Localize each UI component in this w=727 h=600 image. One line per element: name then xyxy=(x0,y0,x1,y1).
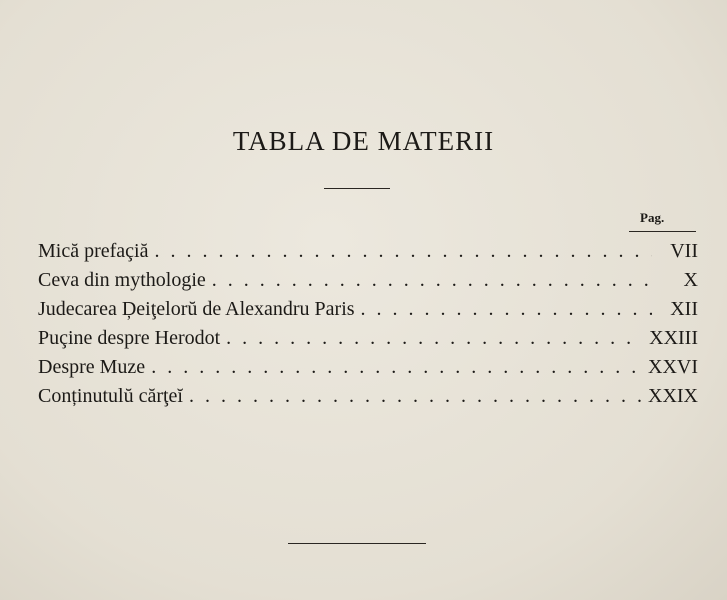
toc-entry-page: XXIII xyxy=(649,327,698,349)
dot-leader xyxy=(154,240,652,263)
toc-entry-page: X xyxy=(683,269,698,291)
toc-entry xyxy=(38,385,698,414)
toc-entry-title: Puçine despre Herodot xyxy=(38,327,221,349)
toc-entry-title: Mică prefaçiă xyxy=(38,240,149,262)
dot-leader xyxy=(226,327,643,350)
dot-leader xyxy=(212,269,652,292)
toc-entry-page: XXIX xyxy=(648,385,698,407)
page-column-divider xyxy=(629,231,696,232)
bottom-divider xyxy=(288,543,426,544)
toc-entry-page: VII xyxy=(670,240,698,262)
title-divider xyxy=(324,188,390,189)
toc-entry-title: Despre Muze xyxy=(38,356,146,378)
toc-entry xyxy=(38,356,698,385)
dot-leader xyxy=(361,298,652,321)
toc-entry xyxy=(38,240,698,269)
toc-entry-page: XII xyxy=(670,298,698,320)
table-of-contents xyxy=(38,240,698,414)
page-column-label: Pag. xyxy=(640,210,665,225)
page-title: TABLA DE MATERII xyxy=(232,126,495,156)
toc-entry-title: Conținutulŭ cărţeĭ xyxy=(38,385,183,407)
toc-entry-title: Judecarea Ḑeiţelorŭ de Alexandru Paris xyxy=(38,298,355,320)
dot-leader xyxy=(189,385,642,408)
toc-entry xyxy=(38,298,698,327)
toc-entry-title: Ceva din mythologie xyxy=(38,269,206,291)
toc-entry xyxy=(38,269,698,298)
dot-leader xyxy=(151,356,642,379)
toc-entry xyxy=(38,327,698,356)
toc-entry-page: XXVI xyxy=(648,356,698,378)
